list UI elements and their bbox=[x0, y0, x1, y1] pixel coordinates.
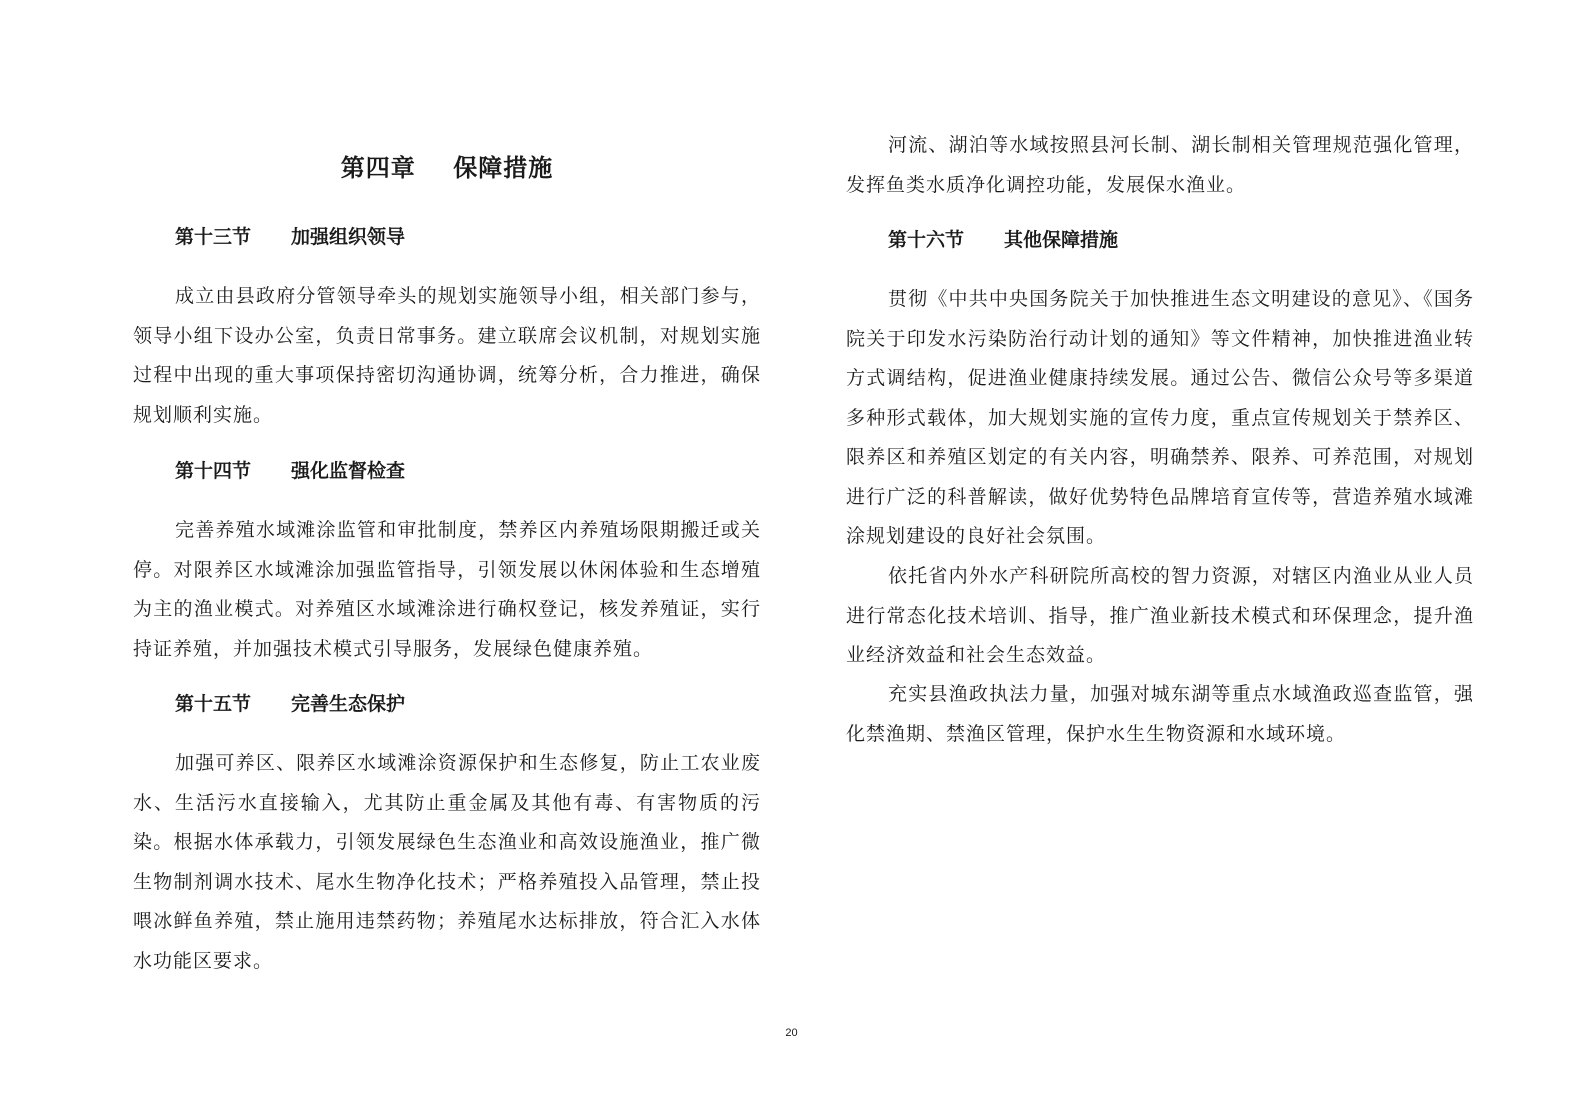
paragraph: 依托省内外水产科研院所高校的智力资源，对辖区内渔业从业人员进行常态化技术培训、指导，推广渔业新技术模式和环保理念，提升渔业经济效益和社会生态效益。 bbox=[846, 565, 1474, 666]
section-heading-16 bbox=[888, 225, 1118, 252]
section-number: 第十三节 bbox=[175, 226, 252, 248]
section-number: 第十四节 bbox=[175, 460, 252, 482]
section-number: 第十五节 bbox=[175, 693, 252, 715]
paragraph: 贯彻《中共中央国务院关于加快推进生态文明建设的意见》、《国务院关于印发水污染防治行动计划的通知》等文件精神，加快推进渔业转方式调结构，促进渔业健康持续发展。通过公告、微信公众号等多渠道多种形式载体，加大规划实施的宣传力度，重点宣传规划关于禁养区、限养区和养殖区划定的有关内容，明确禁养、限养、可养范围，对规划进行广泛的科普解读，做好优势特色品牌培育宣传等，营造养殖水域滩涂规划建设的良好社会氛围。 bbox=[846, 288, 1474, 547]
paragraph: 成立由县政府分管领导牵头的规划实施领导小组，相关部门参与，领导小组下设办公室，负责日常事务。建立联席会议机制，对规划实施过程中出现的重大事项保持密切沟通协调，统筹分析，合力推进，确保规划顺利实施。 bbox=[133, 285, 761, 426]
chapter-title: 第四章 保障措施 bbox=[340, 154, 554, 182]
section-heading-15 bbox=[175, 689, 405, 716]
section-heading-13 bbox=[175, 222, 405, 249]
paragraph: 加强可养区、限养区水域滩涂资源保护和生态修复，防止工农业废水、生活污水直接输入，尤其防止重金属及其他有毒、有害物质的污染。根据水体承载力，引领发展绿色生态渔业和高效设施渔业，推广微生物制剂调水技术、尾水生物净化技术；严格养殖投入品管理，禁止投喂冰鲜鱼养殖，禁止施用违禁药物；养殖尾水达标排放，符合汇入水体水功能区要求。 bbox=[133, 752, 761, 972]
section-number: 第十六节 bbox=[888, 229, 965, 251]
section-heading-14 bbox=[175, 456, 405, 483]
section-title: 其他保障措施 bbox=[1004, 229, 1119, 251]
paragraph: 完善养殖水域滩涂监管和审批制度，禁养区内养殖场限期搬迁或关停。对限养区水域滩涂加强监管指导，引领发展以休闲体验和生态增殖为主的渔业模式。对养殖区水域滩涂进行确权登记，核发养殖证，实行持证养殖，并加强技术模式引导服务，发展绿色健康养殖。 bbox=[133, 519, 761, 660]
section-title: 强化监督检查 bbox=[291, 460, 406, 482]
section-title: 加强组织领导 bbox=[291, 226, 406, 248]
paragraph-continuation: 河流、湖泊等水域按照县河长制、湖长制相关管理规范强化管理，发挥鱼类水质净化调控功能，发展保水渔业。 bbox=[846, 134, 1474, 196]
section-title: 完善生态保护 bbox=[291, 693, 406, 715]
paragraph: 充实县渔政执法力量，加强对城东湖等重点水域渔政巡查监管，强化禁渔期、禁渔区管理，保护水生生物资源和水域环境。 bbox=[846, 683, 1474, 745]
page-number: 20 bbox=[785, 1027, 798, 1039]
